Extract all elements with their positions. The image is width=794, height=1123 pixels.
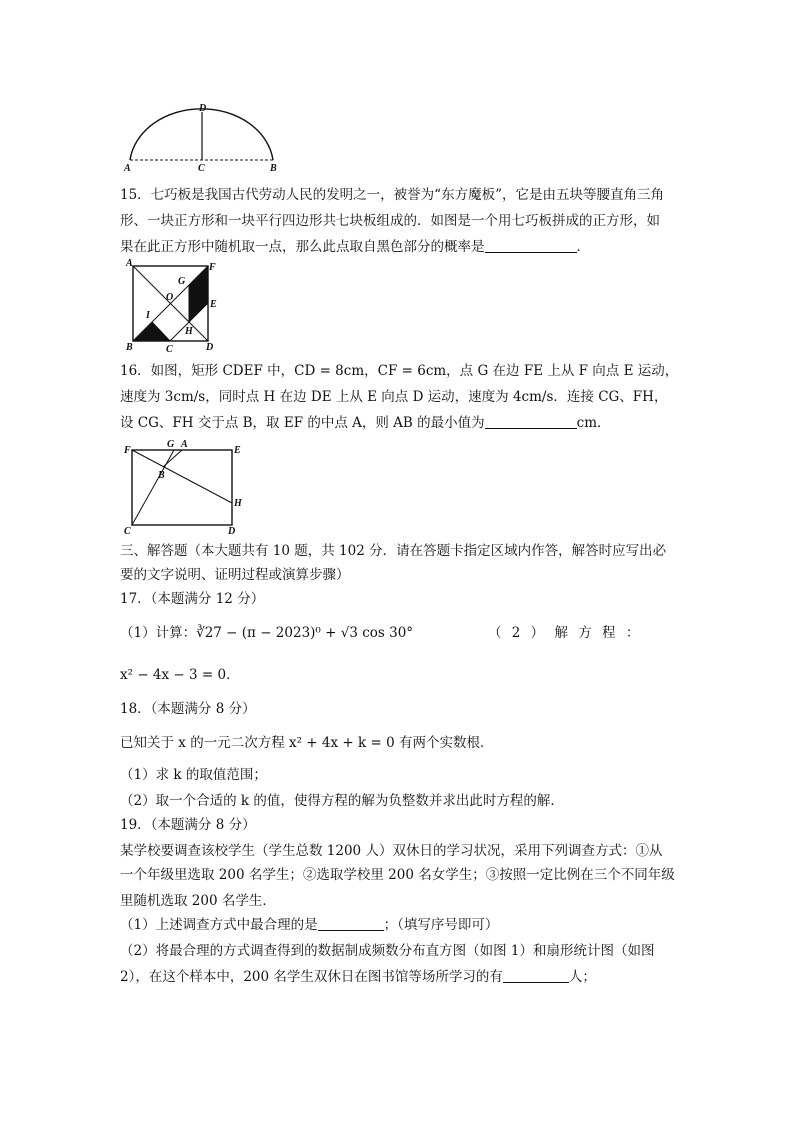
rectangle-figure <box>118 436 248 538</box>
label-e: E <box>234 445 241 456</box>
segment-fh <box>132 450 232 503</box>
q15-answer-blank[interactable] <box>485 238 577 253</box>
label-g: G <box>167 439 175 450</box>
tangram-figure <box>118 258 228 354</box>
label-d: D <box>199 103 207 114</box>
q19-line-3: 里随机选取 200 名学生． <box>120 893 276 909</box>
q16-line-3-end: cm． <box>576 415 611 431</box>
q16-line-1: 16．如图，矩形 CDEF 中，CD = 8cm，CF = 6cm，点 G 在边 FE 上从 F 向点 E 运动， <box>120 363 679 379</box>
shaded-triangle <box>133 322 170 341</box>
q16-line-3-text: 设 CG、FH 交于点 B，取 EF 的中点 A，则 AB 的最小值为 <box>120 415 485 431</box>
label-g: G <box>178 276 186 287</box>
q18-stem: 已知关于 x 的一元二次方程 x² + 4x + k = 0 有两个实数根． <box>120 735 494 751</box>
q16-line-2: 速度为 3cm/s，同时点 H 在边 DE 上从 E 向点 D 运动，速度为 4cm/s．连接 CG、FH， <box>120 389 668 405</box>
q19-sub-1-text: （1）上述调查方式中最合理的是 <box>120 917 318 933</box>
q19-sub-1-blank[interactable] <box>318 916 384 931</box>
q15-line-1: 15．七巧板是我国古代劳动人民的发明之一，被誉为“东方魔板”，它是由五块等腰直角三角 <box>120 187 664 203</box>
q18-sub-1: （1）求 k 的取值范围； <box>120 767 267 783</box>
label-h: H <box>234 498 242 509</box>
q19-sub-2-line-1: （2）将最合理的方式调查得到的数据制成频数分布直方图（如图 1）和扇形统计图（如图 <box>120 943 655 959</box>
label-e: E <box>210 299 217 310</box>
q18-header: 18．（本题满分 8 分） <box>120 701 256 717</box>
label-h: H <box>185 326 193 337</box>
q15-line-3-end: ． <box>576 239 590 255</box>
q19-line-2: 一个年级里选取 200 名学生；②选取学校里 200 名女学生；③按照一定比例在三个不同年级 <box>120 867 675 883</box>
section-3-line-1: 三、解答题（本大题共有 10 题，共 102 分．请在答题卡指定区域内作答，解答时应写出必 <box>120 543 667 559</box>
semicircle-figure <box>118 100 288 175</box>
label-f: F <box>209 262 216 273</box>
label-b: B <box>270 163 277 174</box>
label-c: C <box>198 163 205 174</box>
rectangle-cdef <box>132 450 232 525</box>
label-d: D <box>206 342 214 353</box>
q17-header: 17．（本题满分 12 分） <box>120 591 265 607</box>
label-c: C <box>124 526 131 537</box>
q19-sub-1 <box>120 912 680 938</box>
label-o: O <box>166 292 174 303</box>
label-c: C <box>166 344 173 354</box>
label-b: B <box>158 470 165 481</box>
label-a: A <box>181 439 188 450</box>
label-i: I <box>146 310 150 321</box>
label-d: D <box>228 526 236 537</box>
q15-line-3-text: 果在此正方形中随机取一点，那么此点取自黑色部分的概率是 <box>120 239 485 255</box>
q15-line-2: 形、一块正方形和一块平行四边形共七块板组成的．如图是一个用七巧板拼成的正方形，如 <box>120 213 660 229</box>
label-f: F <box>124 445 131 456</box>
q16-line-3 <box>120 410 680 436</box>
q19-sub-2-line-2 <box>120 964 680 990</box>
q17-part-2-label: （ 2 ） 解 方 程 ： <box>488 625 640 641</box>
label-b: B <box>126 342 133 353</box>
section-3-line-2: 要的文字说明、证明过程或演算步骤） <box>120 567 350 583</box>
q19-sub-2-blank[interactable] <box>503 968 569 983</box>
q18-sub-2: （2）取一个合适的 k 的值，使得方程的解为负整数并求出此时方程的解． <box>120 793 564 809</box>
q17-part-1: （1）计算：∛27 − (π − 2023)⁰ + √3 cos 30° <box>120 625 414 641</box>
q19-sub-2-text: 2），在这个样本中，200 名学生双休日在图书馆等场所学习的有 <box>120 969 503 985</box>
q16-answer-blank[interactable] <box>485 414 577 429</box>
label-a: A <box>126 258 133 269</box>
label-a: A <box>124 163 131 174</box>
q19-sub-2-end: 人； <box>568 969 596 985</box>
q19-header: 19．（本题满分 8 分） <box>120 817 256 833</box>
q15-line-3 <box>120 234 680 260</box>
q19-sub-1-end: ；（填写序号即可） <box>383 917 499 933</box>
shaded-parallelogram <box>189 266 208 322</box>
q17-part-2-equation: x² − 4x − 3 = 0． <box>120 667 240 683</box>
q19-line-1: 某学校要调查该校学生（学生总数 1200 人）双休日的学习状况，采用下列调查方式：①从 <box>120 843 663 859</box>
